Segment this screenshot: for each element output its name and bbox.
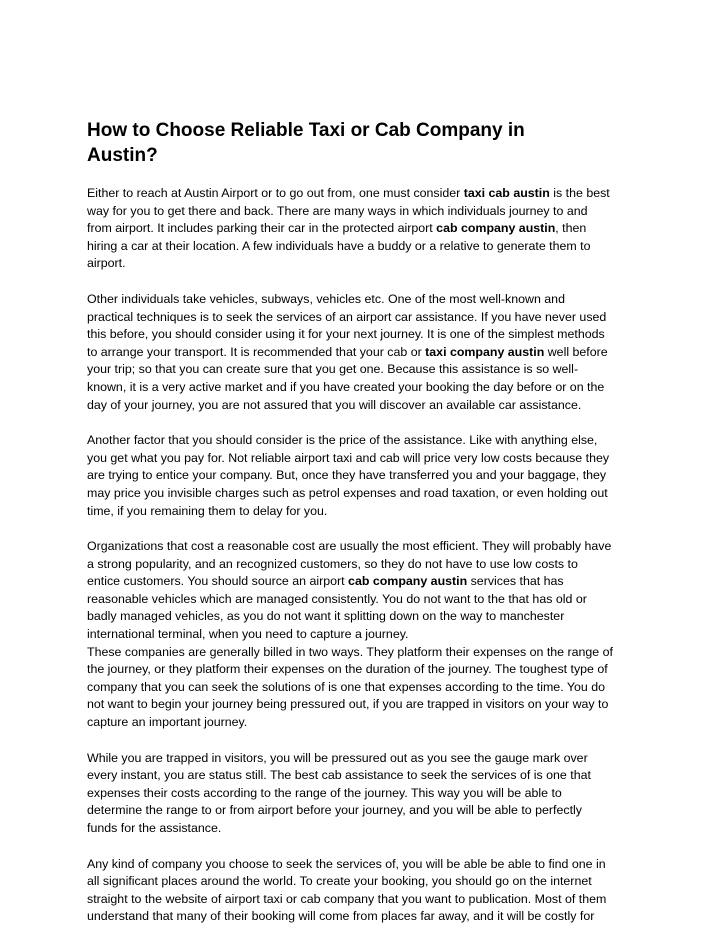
spacer	[87, 838, 647, 856]
text-line: Another factor that you should consider is the price of the assistance. Like with anything else,	[87, 433, 598, 448]
text-line: understand that many of their booking will come from places far away, and it will be costly for	[87, 909, 595, 924]
text-line: a strong popularity, and an recognized customers, so they do not have to use low costs to	[87, 556, 578, 571]
keyword-link: taxi company austin	[425, 344, 545, 359]
text-line: expenses their costs according to the range of the journey. This way you will be able to	[87, 785, 562, 800]
document-title	[87, 118, 647, 168]
spacer	[87, 732, 647, 750]
text-line: practical techniques is to seek the services of an airport car assistance. If you have never used	[87, 309, 607, 324]
text-line: international terminal, when you need to capture a journey.	[87, 627, 409, 642]
keyword-link: cab company austin	[436, 221, 556, 236]
text-line: this before, you should consider using it for your next journey. It is one of the simplest methods	[87, 327, 605, 342]
title-line: Austin?	[87, 145, 158, 166]
keyword-link: cab company austin	[348, 574, 468, 589]
text-line: Other individuals take vehicles, subways, vehicles etc. One of the most well-known and	[87, 291, 565, 306]
text-line: day of your journey, you are not assured that you will discover an available car assistance.	[87, 397, 582, 412]
spacer	[87, 520, 647, 538]
text-line: the journey, or they platform their expenses on the duration of the journey. The toughest type of	[87, 662, 608, 677]
text-line: entice customers. You should source an airport cab company austin services that has	[87, 574, 564, 589]
keyword-link: taxi cab austin	[463, 186, 550, 200]
spacer	[87, 168, 647, 185]
document-body	[87, 118, 647, 926]
text-line: not want to begin your journey being pressured out, if you are trapped in visitors on your way to	[87, 697, 609, 712]
text-line: to arrange your transport. It is recommended that your cab or taxi company austin well before	[87, 344, 608, 359]
text-line: badly managed vehicles, as you do not want it splitting down on the way to manchester	[87, 609, 565, 624]
paragraph-4	[87, 538, 647, 732]
text-line: These companies are generally billed in two ways. They platform their expenses on the range of	[87, 644, 613, 659]
paragraph-2	[87, 291, 647, 414]
paragraph-5	[87, 750, 647, 838]
text-line: hiring a car at their location. A few individuals have a buddy or a relative to generate them to	[87, 238, 591, 253]
text-line: airport.	[87, 256, 126, 271]
text-line: you get what you pay for. Not reliable airport taxi and cab will price very low costs because they	[87, 450, 610, 465]
text-line: time, if you remaining them to delay for you.	[87, 503, 328, 518]
text-line: Any kind of company you choose to seek the services of, you will be able be able to find one in	[87, 856, 606, 871]
text-line: straight to the website of airport taxi or cab company that you want to publication. Most of them	[87, 891, 607, 906]
spacer	[87, 414, 647, 432]
text-line: all significant places around the world. To create your booking, you should go on the internet	[87, 874, 592, 889]
text-line: capture an important journey.	[87, 715, 248, 730]
text-line: way for you to get there and back. There are many ways in which individuals journey to and	[87, 203, 588, 218]
paragraph-6	[87, 856, 647, 926]
text-line: known, it is a very active market and if you have created your booking the day before or on the	[87, 379, 605, 394]
text-line: funds for the assistance.	[87, 821, 222, 835]
text-line: reasonable vehicles which are managed consistently. You do not want to the that has old or	[87, 591, 587, 606]
text-line: Either to reach at Austin Airport or to go out from, one must consider taxi cab austin is the best	[87, 186, 610, 200]
text-line: are trying to entice your company. But, once they have transferred you and your baggage, they	[87, 468, 607, 483]
text-line: While you are trapped in visitors, you will be pressured out as you see the gauge mark over	[87, 750, 588, 765]
title-line: How to Choose Reliable Taxi or Cab Company in	[87, 120, 525, 141]
spacer	[87, 273, 647, 291]
text-line: your trip; so that you can create sure that you get one. Because this assistance is so well-	[87, 362, 579, 377]
paragraph-3	[87, 432, 647, 520]
paragraph-1	[87, 185, 647, 273]
text-line: every instant, you are status still. The best cab assistance to seek the services of is one that	[87, 768, 591, 783]
text-line: company that you can seek the solutions of is one that expenses according to the time. You do	[87, 679, 605, 694]
text-line: from airport. It includes parking their car in the protected airport cab company austin, then	[87, 221, 587, 236]
text-line: may price you invisible charges such as petrol expenses and road taxation, or even holding out	[87, 485, 608, 500]
text-line: Organizations that cost a reasonable cost are usually the most efficient. They will probably have	[87, 539, 612, 554]
text-line: determine the range to or from airport before your journey, and you will be able to perfectly	[87, 803, 582, 818]
